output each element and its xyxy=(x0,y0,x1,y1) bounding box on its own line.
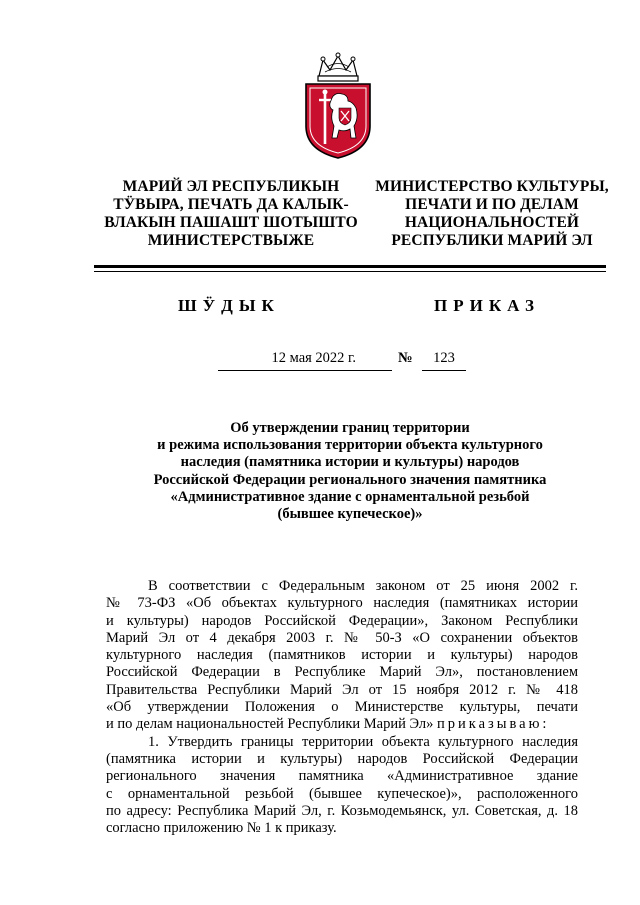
doc-title xyxy=(90,420,610,523)
body-line: (памятника истории и культуры) народов Российской Федерации xyxy=(106,750,578,767)
title-line: наследия (памятника истории и культуры) народов xyxy=(180,454,520,471)
body-line: согласно приложению № 1 к приказу. xyxy=(106,820,337,837)
body-line: Правительства Республики Марий Эл от 15 ноября 2012 г. № 418 xyxy=(106,681,578,698)
body-line: 1. Утвердить границы территории объекта культурного наследия xyxy=(148,733,578,750)
doc-body xyxy=(106,578,578,837)
doc-type-mari: ШӰДЫК xyxy=(178,296,280,315)
header-left-line: МАРИЙ ЭЛ РЕСПУБЛИКЫН xyxy=(122,178,340,195)
header-right-line: РЕСПУБЛИКИ МАРИЙ ЭЛ xyxy=(391,232,593,249)
title-line: (бывшее купеческое)» xyxy=(277,506,423,523)
title-line: и режима использования территории объекта культурного xyxy=(157,437,543,454)
body-line-command xyxy=(106,716,578,733)
header-left-line: ТӰВЫРА, ПЕЧАТЬ ДА КАЛЫК- xyxy=(113,196,349,213)
coat-of-arms-icon xyxy=(295,52,381,160)
header-left-line: ВЛАКЫН ПАШАШТ ШОТЫШТО xyxy=(104,214,358,231)
header-ministry-mari xyxy=(86,178,376,250)
header-divider-thick xyxy=(94,265,606,268)
header-divider-thin xyxy=(94,271,606,272)
body-line: культурного наследия (памятников истории и культуры) народов xyxy=(106,647,578,664)
doc-type-russian: ПРИКАЗ xyxy=(434,296,540,315)
header-right-line: НАЦИОНАЛЬНОСТЕЙ xyxy=(404,214,580,231)
body-line: по адресу: Республика Марий Эл, г. Козьмодемьянск, ул. Советская, д. 18 xyxy=(106,802,578,819)
doc-number: 123 xyxy=(422,350,466,371)
body-line: № 73-ФЗ «Об объектах культурного наследия (памятниках истории xyxy=(106,595,578,612)
body-line: Марий Эл от 4 декабря 2003 г. № 50-З «О сохранении объектов xyxy=(106,629,578,646)
header-left-line: МИНИСТЕРСТВЫЖЕ xyxy=(147,232,315,249)
body-line: В соответствии с Федеральным законом от 25 июня 2002 г. xyxy=(148,578,578,594)
command-word: приказываю: xyxy=(437,716,550,733)
header-right-line: ПЕЧАТИ И ПО ДЕЛАМ xyxy=(405,196,579,213)
body-line: «Об утверждении Положения о Министерстве культуры, печати xyxy=(106,699,578,716)
header-right-line: МИНИСТЕРСТВО КУЛЬТУРЫ, xyxy=(375,178,609,195)
title-line: Об утверждении границ территории xyxy=(230,420,470,436)
doc-number-sign: № xyxy=(398,350,413,366)
body-line: и культуры) народов Российской Федерации», Законом Республики xyxy=(106,612,578,629)
doc-date: 12 мая 2022 г. xyxy=(271,350,356,366)
body-line: с орнаментальной резьбой (бывшее купеческое)», расположенного xyxy=(106,785,578,802)
header-ministry-russian xyxy=(370,178,614,250)
body-line: Российской Федерации в Республике Марий Эл», постановлением xyxy=(106,664,578,681)
title-line: Российской Федерации регионального значения памятника xyxy=(153,471,547,488)
doc-date-field xyxy=(218,350,392,371)
title-line: «Административное здание с орнаментальной резьбой xyxy=(170,488,530,505)
body-line: регионального значения памятника «Административное здание xyxy=(106,768,578,785)
body-text: и по делам национальностей Республики Марий Эл» xyxy=(106,716,434,733)
